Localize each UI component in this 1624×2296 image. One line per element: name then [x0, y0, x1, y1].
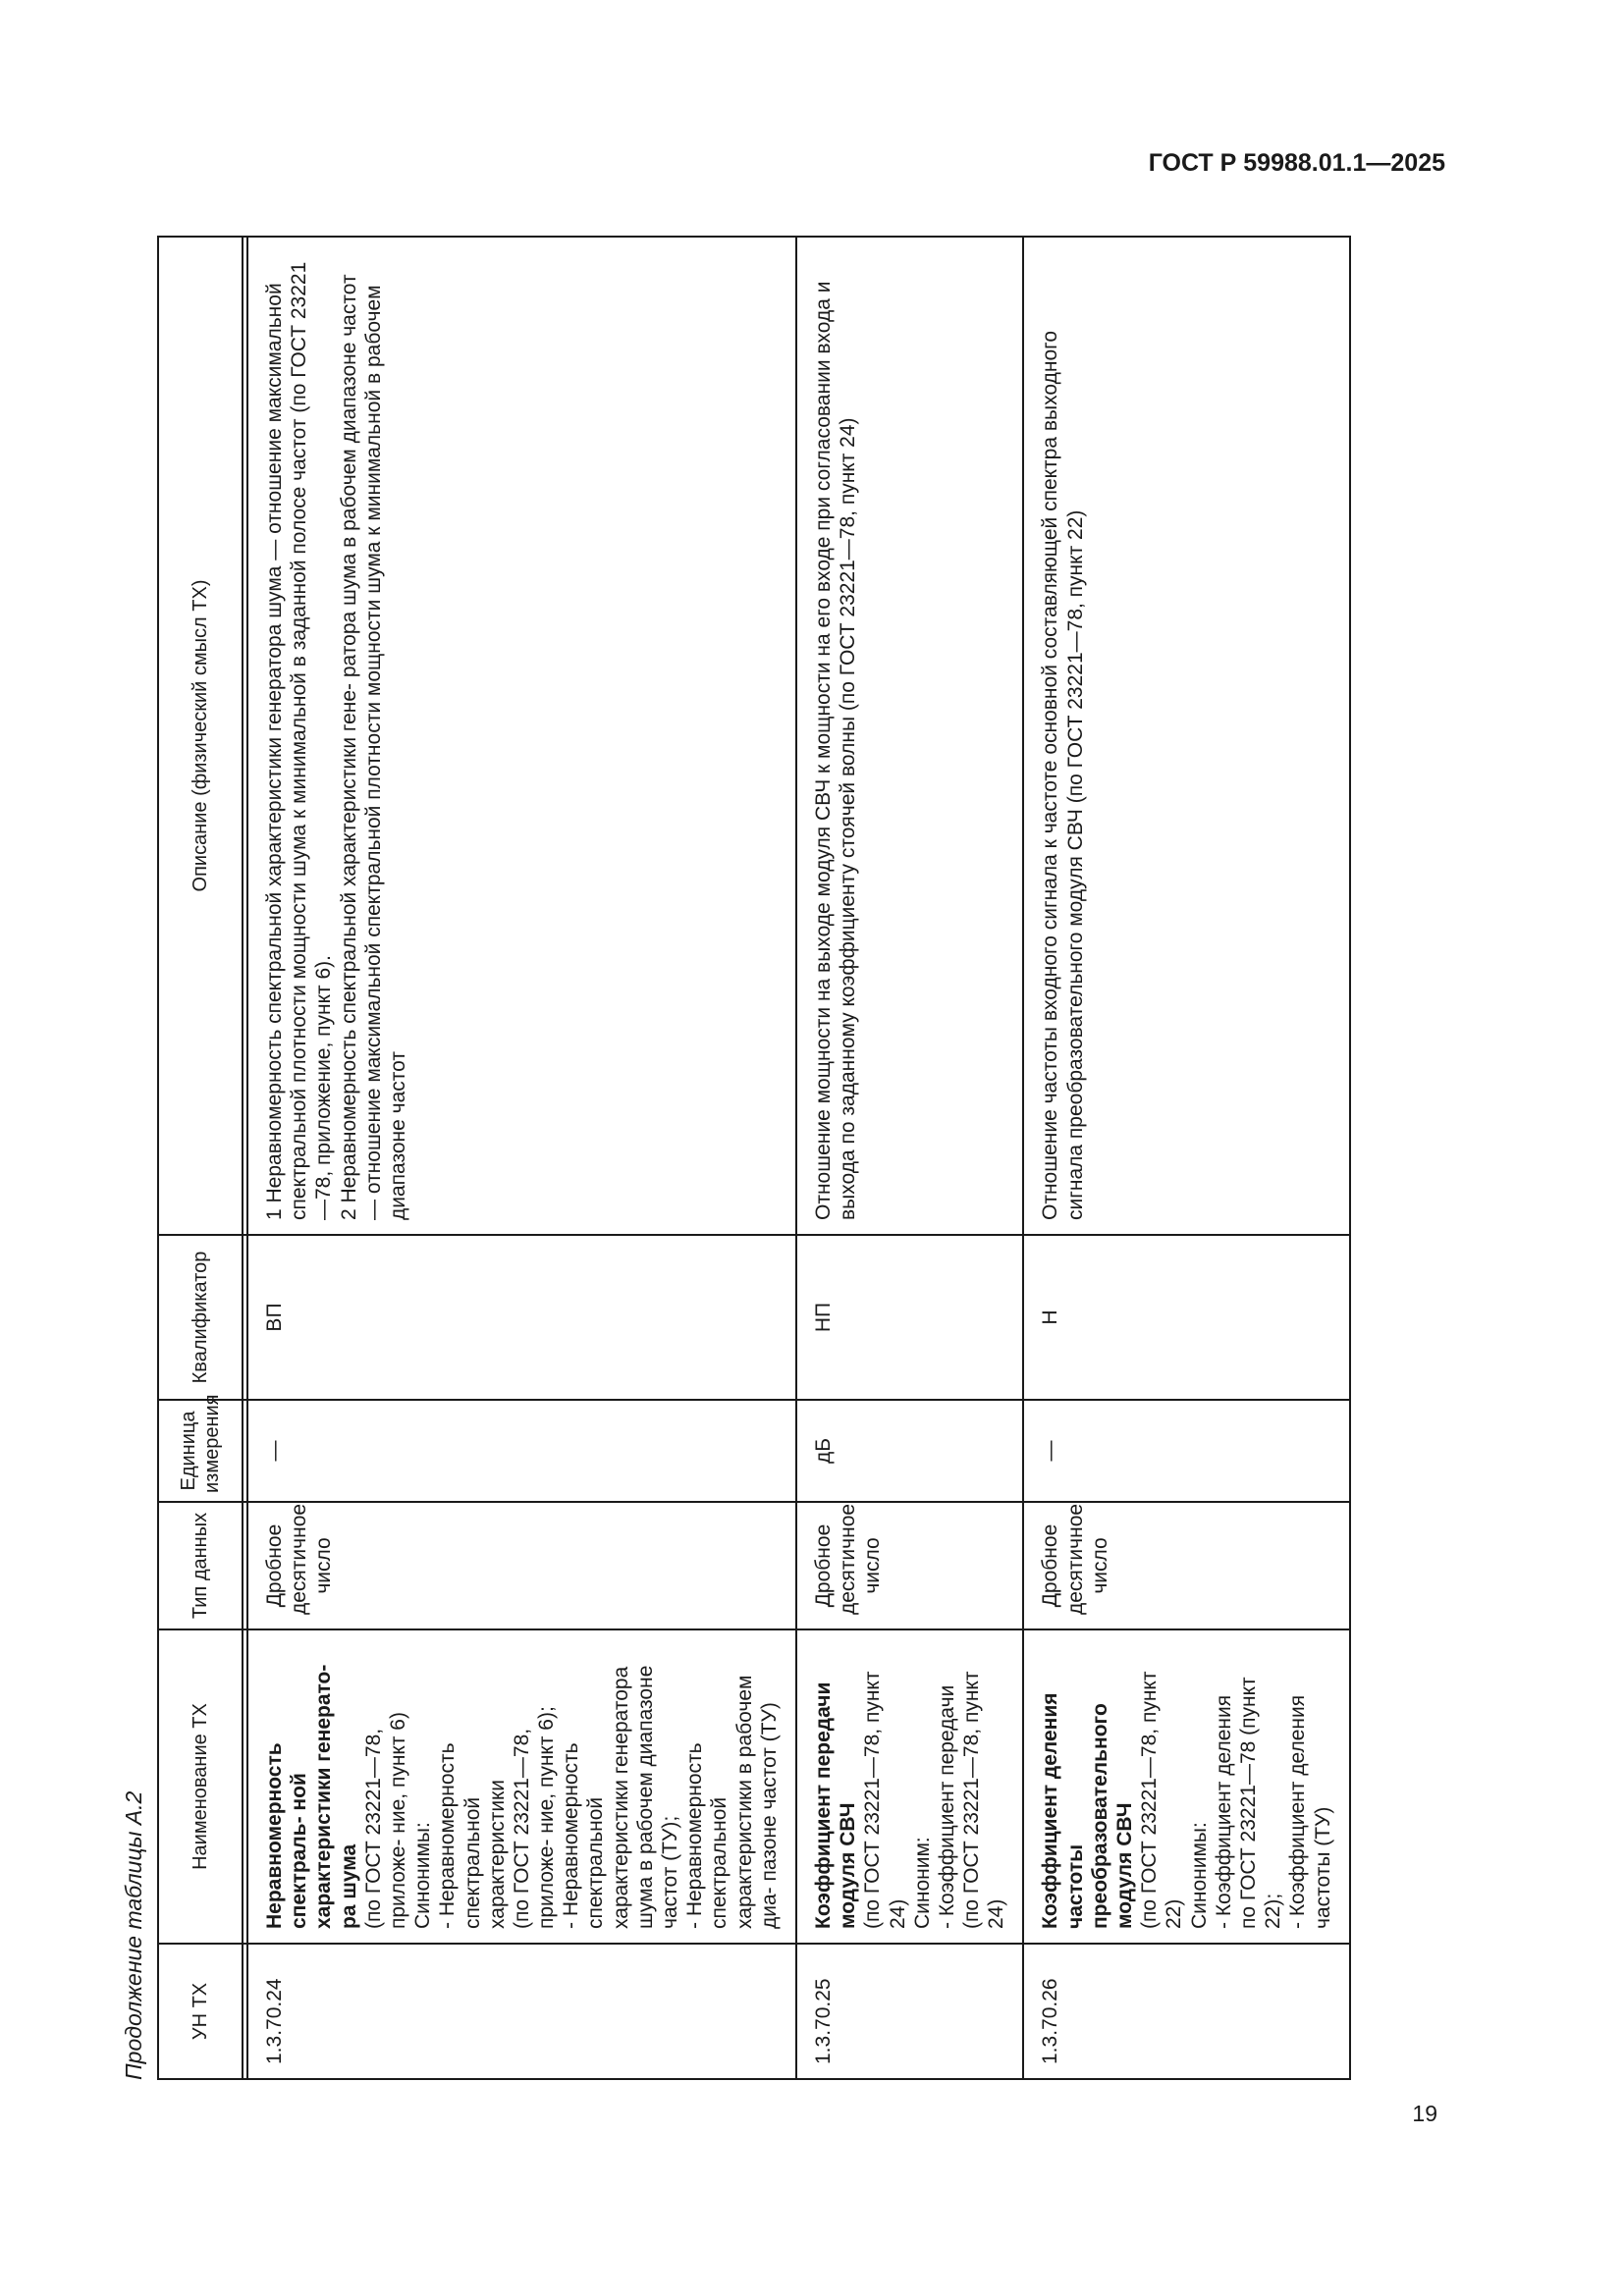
row-description-line: 1 Неравномерность спектральной характеристики генератора шума — отношение максимальной спектральной плотности мощности шума к минимальной в заданной полосе частот (по ГОСТ 23221—78, приложение, пункт 6). [263, 261, 336, 1220]
row-name-line: - Неравномерность спектральной характеристики в рабочем диа- пазоне частот (ТУ) [683, 1675, 781, 1929]
row-datatype: Дробное десятичное число [796, 1502, 1024, 1629]
row-unit: — [1023, 1400, 1349, 1502]
row-name-line: - Неравномерность спектральной характеристики [436, 1742, 509, 1929]
row-qualifier: Н [1023, 1235, 1349, 1400]
table-row [247, 237, 796, 2079]
row-name-line: - Коэффициент передачи [935, 1684, 958, 1929]
header-qualifier: Квалификатор [158, 1235, 243, 1400]
header-datatype: Тип данных [158, 1502, 243, 1629]
row-code: 1.3.70.26 [1023, 1944, 1349, 2079]
row-code: 1.3.70.25 [796, 1944, 1024, 2079]
row-unit: дБ [796, 1400, 1024, 1502]
row-description-line: Отношение мощности на выходе модуля СВЧ к мощности на его входе при согласовании входа и выхода по заданному коэффициенту стоячей волны (по ГОСТ 23221—78, пункт 24) [811, 281, 860, 1220]
table-row [796, 237, 1024, 2079]
row-description-line: 2 Неравномерность спектральной характеристики гене- ратора шума в рабочем диапазоне частот — отношение максимальной спектральной плотности мощности шума к минимальной в рабочем диапазоне частот [337, 274, 409, 1220]
document-code: ГОСТ Р 59988.01.1—2025 [1148, 149, 1445, 177]
row-name-line: (по ГОСТ 23221—78, приложе- ние, пункт 6) [361, 1712, 409, 1929]
row-name [247, 1629, 796, 1944]
row-description [796, 237, 1024, 1235]
row-unit: — [247, 1400, 796, 1502]
row-name-line: - Неравномерность спектральной характеристики генератора шума в рабочем диапазоне частот (ТУ); [560, 1665, 681, 1929]
row-description [247, 237, 796, 1235]
row-name-line: - Коэффициент деления [1212, 1694, 1235, 1929]
table-row [1023, 237, 1349, 2079]
row-name-line: - Коэффициент деления частоты (ТУ) [1286, 1694, 1334, 1929]
characteristics-table [157, 236, 1351, 2080]
page-number: 19 [1412, 2101, 1437, 2126]
row-name-line: (по ГОСТ 23221—78, пункт 22) [1138, 1671, 1186, 1929]
row-qualifier: НП [796, 1235, 1024, 1400]
row-name-line: Синонимы: [1187, 1822, 1211, 1929]
row-code: 1.3.70.24 [247, 1944, 796, 2079]
row-name [796, 1629, 1024, 1944]
rotated-table-block [110, 238, 1334, 2080]
row-description-line: Отношение частоты входного сигнала к частоте основной составляющей спектра выходного сигнала преобразовательного модуля СВЧ (по ГОСТ 23221—78, пункт 22) [1039, 330, 1087, 1220]
row-datatype: Дробное десятичное число [1023, 1502, 1349, 1629]
row-name [1023, 1629, 1349, 1944]
row-description [1023, 237, 1349, 1235]
table-caption: Продолжение таблицы А.2 [121, 1790, 146, 2080]
row-datatype: Дробное десятичное число [247, 1502, 796, 1629]
row-name-title: Коэффициент передачи модуля СВЧ [811, 1682, 860, 1929]
header-unit: Единица измерения [158, 1400, 243, 1502]
row-name-line: Синонимы: [411, 1822, 435, 1929]
row-qualifier: ВП [247, 1235, 796, 1400]
row-name-title: Коэффициент деления частоты преобразовательного модуля СВЧ [1039, 1692, 1136, 1929]
header-name: Наименование ТХ [158, 1629, 243, 1944]
row-name-line: (по ГОСТ 23221—78, приложе- ние, пункт 6); [510, 1706, 559, 1929]
row-name-line: (по ГОСТ 23221—78, пункт 24) [861, 1671, 909, 1929]
row-name-line: (по ГОСТ 23221—78, пункт 24) [960, 1671, 1008, 1929]
row-name-line: по ГОСТ 23221—78 (пункт 22); [1236, 1677, 1285, 1929]
row-name-line: Синоним: [910, 1837, 934, 1929]
header-code: УН ТХ [158, 1944, 243, 2079]
row-name-title: Неравномерность спектраль- ной характеристики генерато- ра шума [263, 1664, 360, 1929]
header-description: Описание (физический смысл ТХ) [158, 237, 243, 1235]
